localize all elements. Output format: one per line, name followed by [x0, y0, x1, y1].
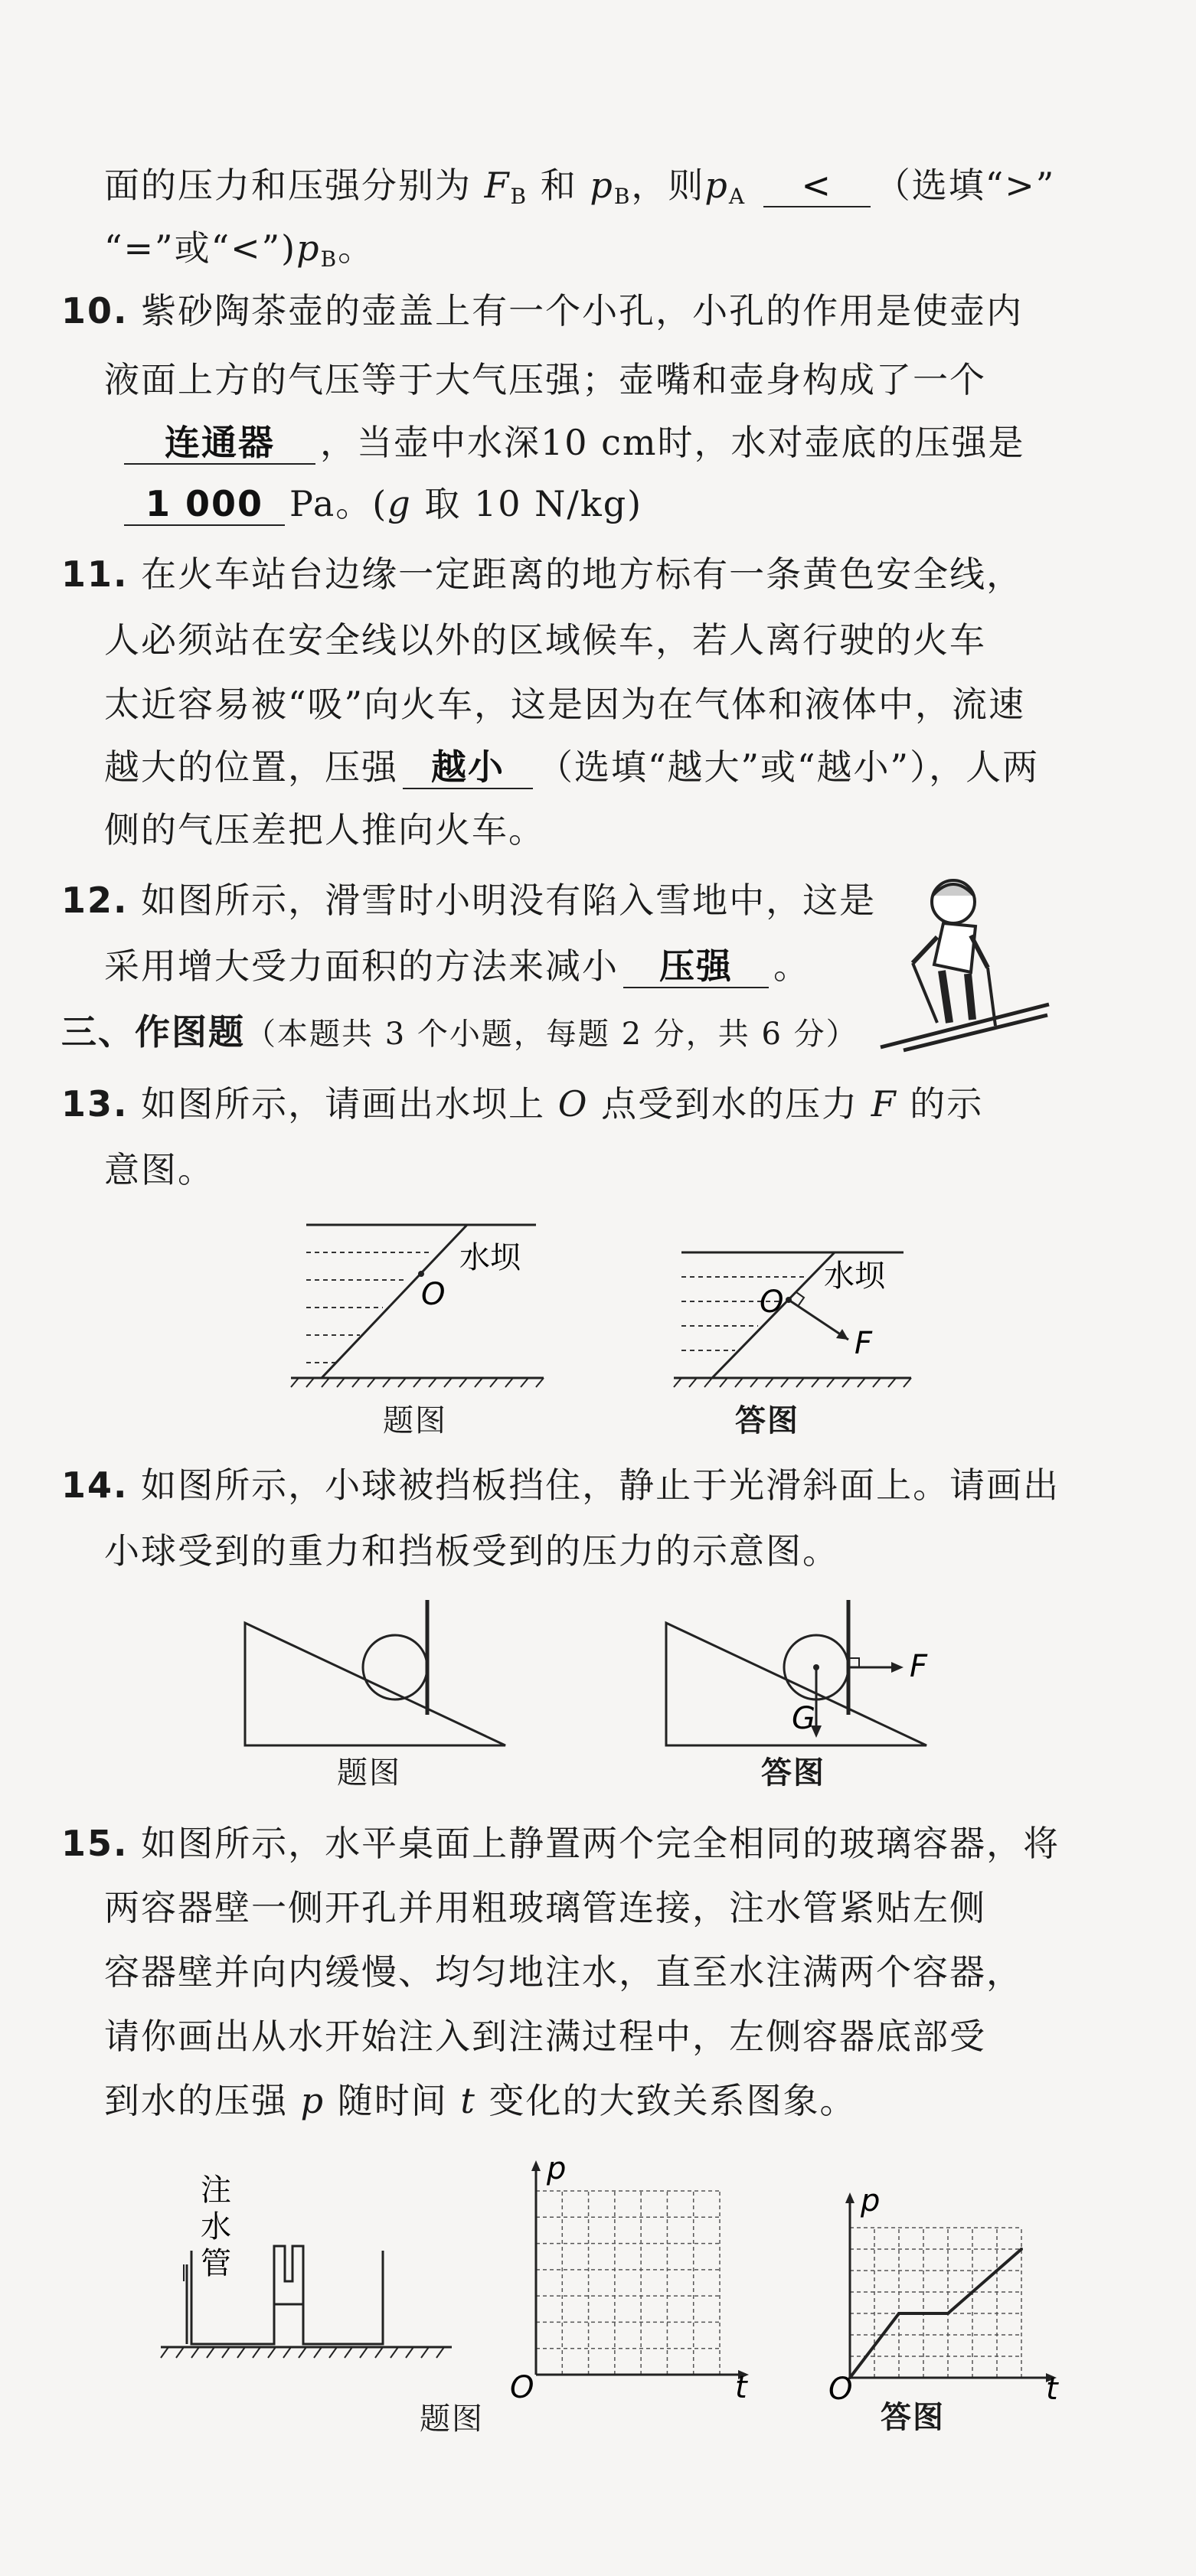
ground-hatch [674, 1378, 911, 1387]
label-t: t [735, 2370, 747, 2405]
label-pipe-2: 水 [201, 2209, 231, 2245]
ski [881, 1004, 1049, 1047]
q10-answer-1: 连通器 [124, 422, 315, 465]
q14-line-2 [104, 1528, 839, 1574]
q12-line-1 [61, 877, 876, 923]
grid-lines [536, 2191, 720, 2375]
arrow-head [531, 2160, 541, 2171]
table-hatch [161, 2347, 444, 2358]
section-title: 三、作图题 [61, 1011, 245, 1053]
q11-number: 11. [61, 553, 129, 595]
q15-text: 如图所示，水平桌面上静置两个完全相同的玻璃容器，将 [141, 1823, 1060, 1864]
q15-line-2 [104, 1885, 986, 1931]
q10-text: 液面上方的气压等于大气压强；壶嘴和壶身构成了一个 [104, 359, 986, 400]
arrow-head [836, 1329, 848, 1340]
data-point-1 [897, 2312, 900, 2315]
q11-line-4 [104, 744, 1039, 790]
q11-text: 人必须站在安全线以外的区域候车，若人离行驶的火车 [104, 619, 986, 661]
q12-text: 。 [773, 945, 810, 987]
q10-text: ，当壶中水深10 cm时，水对壶底的压强是 [320, 422, 1025, 463]
var-p: p [296, 227, 321, 269]
label-t: t [1046, 2372, 1058, 2407]
q11-line-5 [104, 807, 545, 853]
skier-legs [942, 971, 972, 1023]
q10-text: Pa。( [289, 483, 388, 524]
containers-figure [161, 2174, 459, 2381]
q13-text: 点受到水的压力 [601, 1083, 859, 1125]
q10-line-4 [104, 481, 642, 527]
q11-text: 太近容易被“吸”向火车，这是因为在气体和液体中，流速 [104, 684, 1026, 725]
q12-text: 如图所示，滑雪时小明没有陷入雪地中，这是 [141, 880, 877, 921]
label-dam: 水坝 [824, 1259, 885, 1294]
q13-number: 13. [61, 1083, 129, 1125]
q15-line-5 [104, 2078, 856, 2124]
q13-line-1 [61, 1081, 983, 1127]
q10-line-3 [104, 420, 1025, 465]
skier-arm [913, 937, 937, 963]
label-origin: O [510, 2370, 534, 2405]
arrow-head [845, 2192, 855, 2203]
dam-answer-figure [674, 1210, 926, 1393]
q15-caption-question [420, 2396, 484, 2442]
label-p: p [547, 2151, 567, 2186]
label-F: F [855, 1326, 873, 1361]
label-dam: 水坝 [459, 1240, 521, 1275]
q14-text: 小球受到的重力和挡板受到的压力的示意图。 [104, 1530, 839, 1572]
var-p: p [590, 165, 614, 206]
var-O: O [557, 1083, 589, 1125]
arrow-head [891, 1662, 904, 1673]
ski [904, 1015, 1047, 1050]
water-dashes [306, 1252, 429, 1363]
var-p: p [704, 165, 729, 206]
q9-line-1 [104, 162, 1055, 214]
q12-number: 12. [61, 880, 129, 921]
q15-text: 请你画出从水开始注入到注满过程中，左侧容器底部受 [104, 2016, 986, 2057]
q9-line-2 [104, 225, 374, 276]
label-O: O [421, 1277, 446, 1312]
q15-text: 变化的大致关系图象。 [489, 2080, 857, 2121]
sub-B: B [613, 184, 632, 209]
q11-text: 侧的气压差把人推向火车。 [104, 809, 545, 851]
q14-caption-question [337, 1750, 401, 1796]
q14-number: 14. [61, 1464, 129, 1506]
q10-line-2 [104, 357, 986, 403]
q9-then: ，则 [631, 165, 705, 206]
grid-lines [850, 2228, 1021, 2378]
q14-caption-answer [761, 1750, 825, 1796]
label-pipe-3: 管 [201, 2246, 231, 2281]
var-F: F [484, 165, 511, 206]
sub-B: B [510, 184, 528, 209]
q15-line-1 [61, 1820, 1060, 1866]
right-angle-mark [796, 1292, 804, 1305]
water-dashes [681, 1277, 804, 1350]
point-O [418, 1271, 424, 1277]
caption-text: 题图 [337, 1755, 401, 1791]
q9-hint-2: “=”或“<”) [104, 227, 297, 269]
label-G: G [792, 1701, 815, 1736]
q11-text: 在火车站台边缘一定距离的地方标有一条黄色安全线， [141, 553, 1024, 595]
q15-text: 容器壁并向内缓慢、均匀地注水，直至水注满两个容器， [104, 1951, 1023, 1993]
ground-hatch [291, 1378, 544, 1387]
q11-text: 越大的位置，压强 [104, 746, 398, 788]
q11-line-3 [104, 681, 1025, 727]
caption-text: 题图 [383, 1403, 447, 1438]
answer-graph-figure [828, 2183, 1072, 2407]
q15-caption-answer [881, 2395, 945, 2441]
label-F: F [910, 1649, 928, 1684]
dam-slope [322, 1225, 467, 1378]
q10-answer-2: 1 000 [124, 483, 285, 526]
q13-caption-question [383, 1398, 447, 1444]
q12-line-2 [104, 943, 810, 989]
q9-answer: < [763, 165, 871, 207]
q12-answer: 压强 [623, 945, 769, 988]
ball [363, 1635, 427, 1699]
var-t: t [460, 2080, 476, 2121]
label-pipe-1: 注 [201, 2173, 231, 2208]
var-F: F [871, 1083, 897, 1125]
q9-end: 。 [338, 227, 375, 269]
dam-question-figure [291, 1210, 544, 1393]
q11-answer: 越小 [403, 746, 533, 789]
q9-hint: （选填“>” [874, 165, 1056, 206]
caption-text: 答图 [881, 2400, 945, 2435]
data-point-2 [946, 2312, 949, 2315]
q10-line-1 [61, 288, 1023, 334]
q10-text: 取 10 N/kg) [411, 483, 643, 524]
q13-text: 意图。 [104, 1149, 214, 1190]
q13-line-2 [104, 1147, 214, 1193]
empty-graph-figure [510, 2151, 758, 2405]
q15-line-4 [104, 2013, 986, 2059]
q10-text: 紫砂陶茶壶的壶盖上有一个小孔，小孔的作用是使壶内 [141, 290, 1024, 331]
q14-line-1 [61, 1462, 1060, 1508]
section-3-header [61, 1009, 858, 1057]
slope-answer-figure [666, 1600, 949, 1753]
q15-line-3 [104, 1949, 1023, 1995]
q15-text: 两容器壁一侧开孔并用粗玻璃管连接，注水管紧贴左侧 [104, 1887, 986, 1928]
q15-number: 15. [61, 1823, 129, 1864]
section-note: （本题共 3 个小题，每题 2 分，共 6 分） [245, 1017, 858, 1052]
label-origin: O [828, 2372, 853, 2407]
q12-text: 采用增大受力面积的方法来减小 [104, 945, 619, 987]
ski-pole [913, 963, 937, 1023]
skier-figure [873, 873, 1057, 1056]
data-point-3 [1020, 2248, 1023, 2251]
caption-text: 答图 [761, 1755, 825, 1791]
sub-A: A [728, 184, 747, 209]
q11-line-1 [61, 551, 1023, 597]
right-angle-mark [850, 1658, 859, 1667]
caption-text: 题图 [420, 2401, 484, 2437]
var-p: p [300, 2080, 325, 2121]
q9-text: 面的压力和压强分别为 [104, 165, 472, 206]
caption-text: 答图 [735, 1403, 799, 1438]
q11-line-2 [104, 617, 986, 663]
label-p: p [861, 2183, 881, 2218]
q10-number: 10. [61, 290, 129, 331]
q13-text: 如图所示，请画出水坝上 [141, 1083, 546, 1125]
q11-text: （选填“越大”或“越小”），人两 [538, 746, 1040, 788]
q15-text: 到水的压强 [104, 2080, 288, 2121]
q9-and: 和 [540, 165, 590, 206]
q13-caption-answer [735, 1398, 799, 1444]
slope-question-figure [245, 1600, 513, 1753]
q15-text: 随时间 [337, 2080, 448, 2121]
skier-body [934, 923, 975, 972]
sub-B: B [320, 246, 338, 272]
q13-text: 的示 [910, 1083, 984, 1125]
connecting-tube [274, 2246, 303, 2344]
q14-text: 如图所示，小球被挡板挡住，静止于光滑斜面上。请画出 [141, 1464, 1060, 1506]
var-g: g [387, 483, 412, 524]
label-O: O [760, 1285, 784, 1320]
